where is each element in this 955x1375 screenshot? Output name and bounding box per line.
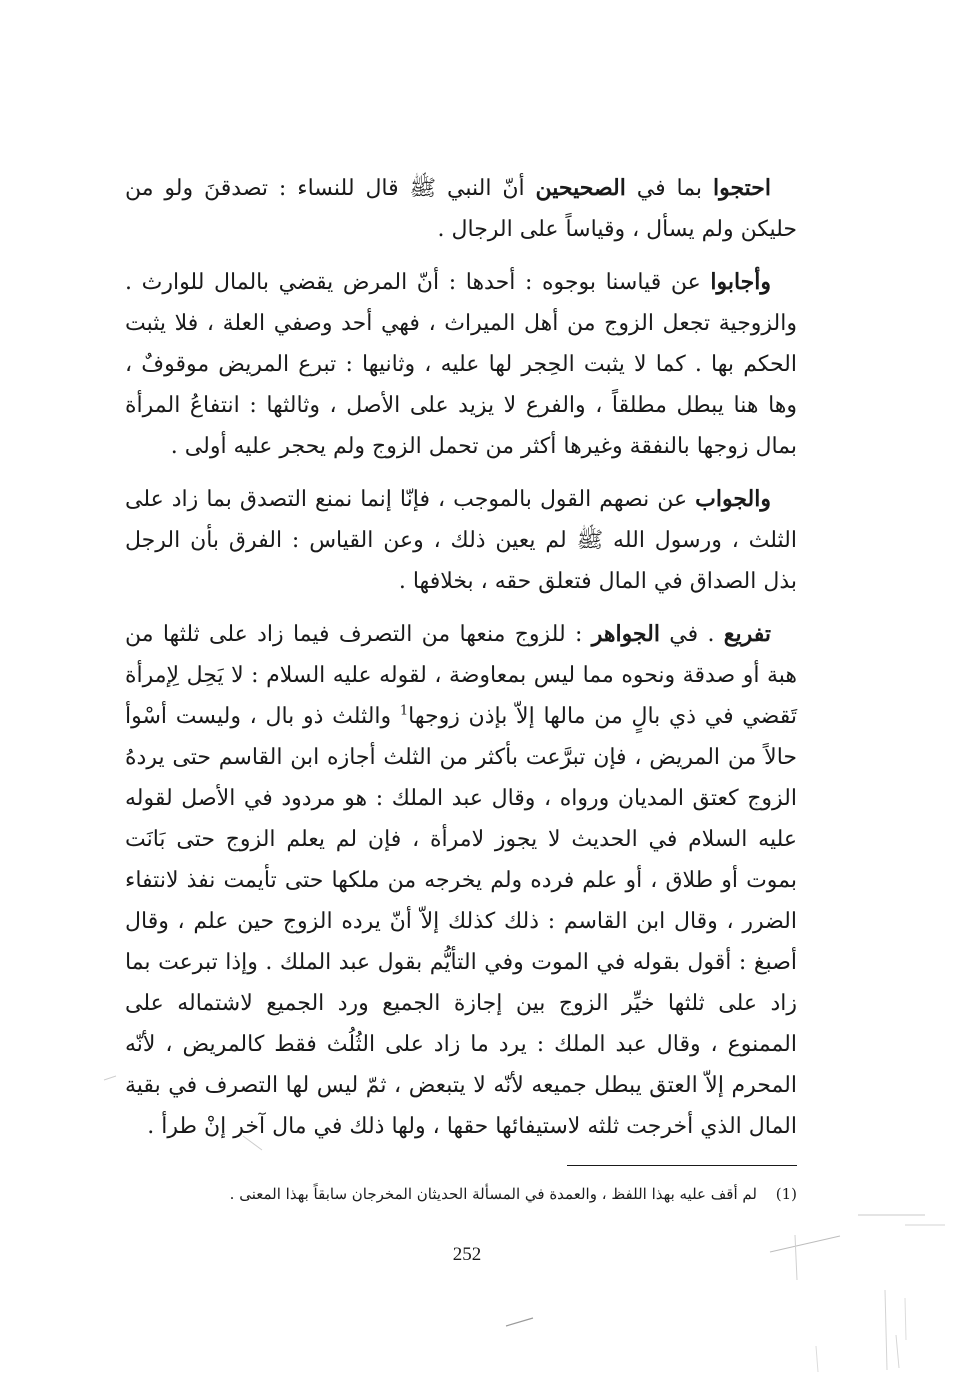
- footnote-marker: 1: [399, 703, 409, 719]
- paragraph: [125, 168, 797, 250]
- paragraph-lead-word: احتجوا: [712, 175, 771, 201]
- bold-term: الصحيحين: [535, 175, 626, 201]
- text-run: : للزوج منعها من التصرف فيما زاد على ثلثها من هبة أو صدقة ونحوه مما ليس بمعاوضة ، لقوله عليه السلام : لا يَحِل لِإمرأة تَقضي في ذي بالٍ من مالها إلاّ بإذن زوجها: [125, 622, 797, 729]
- text-run: والثلث ذو بال ، وليست أسْوأ حالاً من المريض ، فإن تبرَّعت بأكثر من الثلث أجازه ابن القاسم حتى يردهُ الزوج كعتق المديان ورواه ، وقال عبد الملك : هو مردود في الأصل لقوله عليه السلام في الحديث لا يجوز لامرأة ، فإن لم يعلم الزوج حتى بَانَت بموت أو طلاق ، أو علم فرده ولم يخرجه من ملكها حتى تأيمت نفذ لانتفاء الضرر ، وقال ابن القاسم : ذلك كذلك إلاّ أنّ يرده الزوج حين علم ، وقال أصبغ : أقول بقوله في الموت وفي التأيُّم بقول عبد الملك . وإذا تبرعت بما زاد على ثلثها خيِّر الزوج بين إجازة الجميع ورد الجميع لاشتماله على الممنوع ، وقال عبد الملك : يرد ما زاد على الثُلُث فقط كالمريض ، لأنّه المحرم إلاّ العتق يبطل جميعه لأنّه لا يتبعض ، ثمّ ليس لها التصرف في بقية المال الذي أخرجت ثلثه لاستيفائها حقها ، ولها ذلك في مال آخر إنْ طرأ .: [125, 704, 797, 1139]
- text-run: . في: [659, 622, 724, 647]
- paragraph: [125, 262, 797, 467]
- footnote: [125, 1182, 797, 1206]
- text-run: عن نصهم القول بالموجب ، فإنّا إنما نمنع التصدق بما زاد على الثلث ، ورسول الله ﷺ لم يعين ذلك ، وعن القياس : الفرق بأن الرجل بذل الصداق في المال فتعلق حقه ، بخلافها .: [125, 487, 797, 594]
- paragraph: [125, 614, 797, 1147]
- footnote-number: (1): [775, 1185, 797, 1203]
- bold-term: الجواهر: [591, 621, 660, 647]
- paragraph-lead-word: وأجابوا: [710, 269, 771, 295]
- page-number: 252: [452, 1244, 482, 1265]
- main-text: [125, 168, 797, 1159]
- footnote-text: لم أقف عليه بهذا اللفظ ، والعمدة في المسألة الحديثان المخرجان سابقاً بهذا المعنى .: [229, 1185, 757, 1203]
- text-run: أنّ النبي ﷺ قال للنساء : تصدقنَ ولو من حليكن ولم يسأل ، وقياساً على الرجال .: [125, 176, 797, 242]
- paragraph-lead-word: والجواب: [695, 486, 771, 512]
- paragraph-lead-word: تفريع: [723, 621, 771, 647]
- text-run: عن قياسنا بوجوه : أحدها : أنّ المرض يقضي بالمال للوارث . والزوجية تجعل الزوج من أهل الميراث ، فهي أحد وصفي العلة ، فلا يثبت الحكم بها . كما لا يثبت الحِجر لها عليه ، وثانيها : تبرع المريض موقوفٌ ، وها هنا يبطل مطلقاً ، والفرع لا يزيد على الأصل ، وثالثها : انتفاعُ المرأة بمال زوجها بالنفقة وغيرها أكثر من تحمل الزوج ولم يحجر عليه أولى .: [125, 270, 797, 459]
- footnote-separator: [567, 1165, 797, 1166]
- paragraph: [125, 479, 797, 602]
- text-run: بما في: [625, 176, 713, 201]
